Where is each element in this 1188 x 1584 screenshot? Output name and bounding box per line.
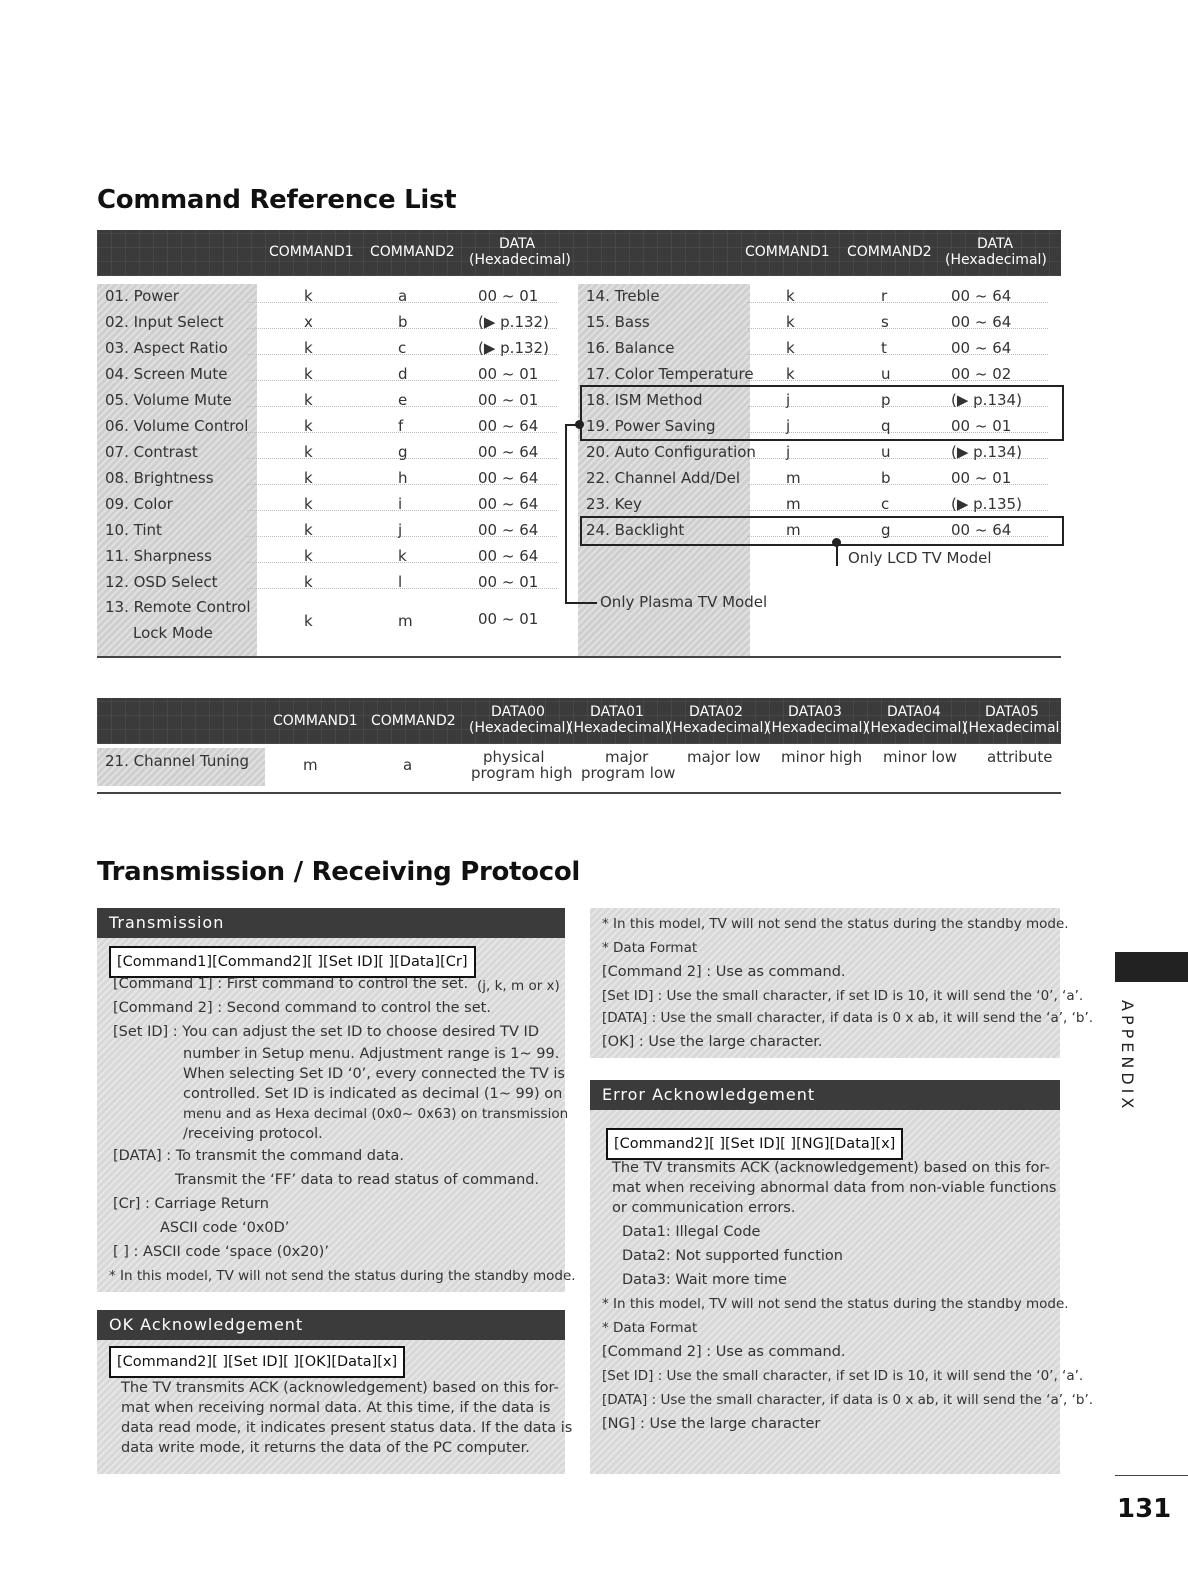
row-command1: j [786, 443, 791, 461]
table-row [578, 466, 1060, 492]
text-line: [DATA] : Use the small character, if data is 0 x ab, it will send the ‘a’, ‘b’. [602, 1392, 1094, 1408]
header-data-left: DATA (Hexadecimal) [469, 236, 571, 268]
row-command1: k [304, 391, 313, 409]
row-command2: c [881, 495, 890, 513]
text-line: or communication errors. [612, 1200, 796, 1216]
channel-header-data03: DATA03 (Hexadecimal) [766, 704, 868, 736]
table-row [97, 440, 557, 466]
row-command1: j [786, 391, 791, 409]
header-command1-right: COMMAND1 [745, 244, 830, 260]
row-data: 00 ~ 64 [478, 469, 539, 487]
table-row [97, 570, 557, 596]
row-name: 23. Key [586, 495, 642, 513]
row-name: 14. Treble [586, 287, 660, 305]
row-data: 00 ~ 64 [951, 521, 1012, 539]
row-data: 00 ~ 64 [951, 287, 1012, 305]
error-ack-title: Error Acknowledgement [590, 1080, 1060, 1110]
row-data01-line1: major [605, 748, 649, 766]
row-command2: f [398, 417, 404, 435]
text-line: The TV transmits ACK (acknowledgement) based on this for- [612, 1160, 1050, 1176]
text-line: [Command 2] : Use as command. [602, 964, 846, 980]
row-name: 05. Volume Mute [105, 391, 232, 409]
row-data: 00 ~ 01 [951, 417, 1012, 435]
row-command2: m [398, 612, 413, 630]
row-name: 21. Channel Tuning [105, 752, 250, 770]
text-line: Data3: Wait more time [622, 1272, 787, 1288]
row-command1: k [304, 469, 313, 487]
table-row [578, 492, 1060, 518]
channel-tuning-row [97, 748, 1061, 788]
row-command2: r [881, 287, 888, 305]
row-command1: k [304, 547, 313, 565]
row-command1: k [304, 495, 313, 513]
row-name: 13. Remote Control [105, 598, 251, 616]
table-row [97, 518, 557, 544]
row-command2: p [881, 391, 891, 409]
row-command1: k [304, 573, 313, 591]
table-row [97, 414, 557, 440]
table-row [97, 544, 557, 570]
text-line: controlled. Set ID is indicated as decimal (1~ 99) on [183, 1086, 563, 1102]
page-number-rule [1115, 1475, 1188, 1476]
row-data: 00 ~ 64 [951, 313, 1012, 331]
row-command2: u [881, 443, 891, 461]
text-line: [Set ID] : Use the small character, if set ID is 10, it will send the ‘0’, ‘a’. [602, 988, 1084, 1004]
row-data: 00 ~ 64 [478, 443, 539, 461]
row-name: 12. OSD Select [105, 573, 218, 591]
row-command2: b [881, 469, 891, 487]
row-data: 00 ~ 64 [478, 547, 539, 565]
error-ack-format: [Command2][ ][Set ID][ ][NG][Data][x] [606, 1128, 903, 1160]
text-line: [Command 2] : Use as command. [602, 1344, 846, 1360]
row-data01-line2: program low [581, 764, 676, 782]
text-line: [DATA] : Use the small character, if data is 0 x ab, it will send the ‘a’, ‘b’. [602, 1010, 1094, 1026]
row-command1: m [303, 756, 318, 774]
text-line: Data2: Not supported function [622, 1248, 843, 1264]
row-command1: m [786, 521, 801, 539]
lcd-note-dot [832, 538, 841, 547]
row-data: (▶ p.132) [478, 313, 549, 331]
row-name: 18. ISM Method [586, 391, 703, 409]
transmission-title: Transmission [97, 908, 565, 938]
text-line: [NG] : Use the large character [602, 1416, 821, 1432]
text-line: [DATA] : To transmit the command data. [113, 1148, 405, 1164]
row-command1: k [304, 612, 313, 630]
row-name: 15. Bass [586, 313, 650, 331]
text-line: * In this model, TV will not send the status during the standby mode. [602, 916, 1069, 932]
text-line: data read mode, it indicates present status data. If the data is [121, 1420, 573, 1436]
row-command2: j [398, 521, 403, 539]
row-command2: a [398, 287, 408, 305]
row-data: 00 ~ 01 [478, 610, 539, 628]
table-bottom-rule [97, 656, 1061, 658]
row-data: 00 ~ 01 [478, 287, 539, 305]
text-line: mat when receiving normal data. At this time, if the data is [121, 1400, 551, 1416]
text-line: Data1: Illegal Code [622, 1224, 761, 1240]
row-command2: q [881, 417, 891, 435]
text-line: The TV transmits ACK (acknowledgement) based on this for- [121, 1380, 559, 1396]
channel-table-bottom-rule [97, 792, 1061, 794]
row-data02: major low [687, 748, 761, 766]
row-name: 20. Auto Configuration [586, 443, 756, 461]
text-line: * In this model, TV will not send the status during the standby mode. [602, 1296, 1069, 1312]
row-command1: k [786, 339, 795, 357]
row-command1: k [786, 365, 795, 383]
ok-ack-title: OK Acknowledgement [97, 1310, 565, 1340]
row-data: 00 ~ 01 [478, 573, 539, 591]
row-command1: k [304, 339, 313, 357]
channel-header-data04: DATA04 (Hexadecimal) [865, 704, 967, 736]
table-row [97, 466, 557, 492]
row-command1: x [304, 313, 313, 331]
row-command2: u [881, 365, 891, 383]
row-command1: k [304, 521, 313, 539]
row-data04: minor low [883, 748, 958, 766]
table-row [97, 596, 557, 652]
text-line: (j, k, m or x) [477, 978, 560, 994]
row-data: 00 ~ 01 [478, 391, 539, 409]
channel-header-command1: COMMAND1 [273, 713, 358, 729]
row-command2: k [398, 547, 407, 565]
table-row [578, 336, 1060, 362]
row-name: 22. Channel Add/Del [586, 469, 741, 487]
row-name: 19. Power Saving [586, 417, 716, 435]
header-command2-right: COMMAND2 [847, 244, 932, 260]
row-name: 06. Volume Control [105, 417, 249, 435]
row-name: 09. Color [105, 495, 173, 513]
row-name: 24. Backlight [586, 521, 685, 539]
table-row [97, 284, 557, 310]
row-command1: m [786, 495, 801, 513]
row-name: 10. Tint [105, 521, 162, 539]
text-line: [Cr] : Carriage Return [113, 1196, 269, 1212]
table-row [97, 362, 557, 388]
text-line: menu and as Hexa decimal (0x0~ 0x63) on transmission [183, 1106, 569, 1122]
channel-header-data01: DATA01 (Hexadecimal) [568, 704, 670, 736]
row-name-line2: Lock Mode [133, 624, 213, 642]
row-command1: k [304, 365, 313, 383]
row-data: 00 ~ 01 [478, 365, 539, 383]
channel-table-header [97, 698, 1065, 744]
row-command1: k [304, 417, 313, 435]
row-data00-line2: program high [471, 764, 573, 782]
appendix-label: APPENDIX [1118, 1000, 1137, 1113]
text-line: * Data Format [602, 940, 698, 956]
table-row [97, 336, 557, 362]
ok-ack-format: [Command2][ ][Set ID][ ][OK][Data][x] [109, 1346, 405, 1378]
row-data: 00 ~ 01 [951, 469, 1012, 487]
page-number: 131 [1117, 1494, 1172, 1524]
row-name: 16. Balance [586, 339, 675, 357]
row-data: (▶ p.134) [951, 443, 1022, 461]
row-name: 08. Brightness [105, 469, 214, 487]
row-command1: j [786, 417, 791, 435]
text-line: data write mode, it returns the data of the PC computer. [121, 1440, 530, 1456]
row-command2: g [881, 521, 891, 539]
channel-header-data02: DATA02 (Hexadecimal) [667, 704, 769, 736]
row-command2: g [398, 443, 408, 461]
text-line: [ ] : ASCII code ‘space (0x20)’ [113, 1244, 329, 1260]
row-command2: c [398, 339, 407, 357]
row-name: 04. Screen Mute [105, 365, 228, 383]
plasma-only-note: Only Plasma TV Model [600, 593, 768, 611]
table-row [97, 492, 557, 518]
row-command1: k [786, 313, 795, 331]
row-data: 00 ~ 64 [951, 339, 1012, 357]
table-row [578, 310, 1060, 336]
channel-header-data00: DATA00 (Hexadecimal) [469, 704, 571, 736]
row-command2: a [403, 756, 413, 774]
row-command1: k [304, 287, 313, 305]
channel-header-data05: DATA05 (Hexadecimal) [963, 704, 1065, 736]
text-line: Transmit the ‘FF’ data to read status of command. [175, 1172, 540, 1188]
row-data: 00 ~ 64 [478, 495, 539, 513]
text-line: [Set ID] : You can adjust the set ID to choose desired TV ID [113, 1024, 539, 1040]
text-line: [OK] : Use the large character. [602, 1034, 823, 1050]
plasma-bracket-vertical [565, 424, 567, 603]
text-line: mat when receiving abnormal data from non-viable functions [612, 1180, 1057, 1196]
row-command1: m [786, 469, 801, 487]
row-data: (▶ p.132) [478, 339, 549, 357]
row-name: 07. Contrast [105, 443, 198, 461]
row-name: 01. Power [105, 287, 179, 305]
row-command1: k [786, 287, 795, 305]
row-data: 00 ~ 64 [478, 521, 539, 539]
row-command2: i [398, 495, 403, 513]
section-title-command-reference: Command Reference List [97, 185, 457, 215]
appendix-side-tab [1115, 952, 1188, 982]
command-table-header [97, 230, 1061, 276]
row-command1: k [304, 443, 313, 461]
plasma-bracket-bottom [565, 602, 597, 604]
table-row [97, 388, 557, 414]
header-command2-left: COMMAND2 [370, 244, 455, 260]
transmission-format: [Command1][Command2][ ][Set ID][ ][Data][Cr] [109, 946, 476, 978]
lcd-only-box [580, 385, 1064, 441]
row-command2: h [398, 469, 408, 487]
row-name: 03. Aspect Ratio [105, 339, 228, 357]
row-data03: minor high [781, 748, 863, 766]
text-line: [Command 1] : First command to control the set. [113, 976, 469, 992]
header-command1-left: COMMAND1 [269, 244, 354, 260]
text-line: /receiving protocol. [183, 1126, 323, 1142]
table-row [97, 310, 557, 336]
row-data: 00 ~ 02 [951, 365, 1012, 383]
row-name: 11. Sharpness [105, 547, 212, 565]
channel-header-command2: COMMAND2 [371, 713, 456, 729]
row-data00-line1: physical [483, 748, 545, 766]
row-name: 02. Input Select [105, 313, 224, 331]
text-line: * Data Format [602, 1320, 698, 1336]
text-line: number in Setup menu. Adjustment range is 1~ 99. [183, 1046, 560, 1062]
section-title-protocol: Transmission / Receiving Protocol [97, 857, 581, 887]
text-line: [Set ID] : Use the small character, if set ID is 10, it will send the ‘0’, ‘a’. [602, 1368, 1084, 1384]
table-row [578, 440, 1060, 466]
row-name: 17. Color Temperature [586, 365, 754, 383]
backlight-box [580, 516, 1064, 546]
row-command2: e [398, 391, 408, 409]
row-command2: s [881, 313, 889, 331]
row-command2: d [398, 365, 408, 383]
row-data: 00 ~ 64 [478, 417, 539, 435]
header-data-right: DATA (Hexadecimal) [945, 236, 1047, 268]
table-row [578, 284, 1060, 310]
row-data: (▶ p.135) [951, 495, 1022, 513]
row-data05: attribute [987, 748, 1053, 766]
text-line: ASCII code ‘0x0D’ [160, 1220, 290, 1236]
row-command2: b [398, 313, 408, 331]
text-line: When selecting Set ID ‘0’, every connected the TV is [183, 1066, 565, 1082]
lcd-only-note: Only LCD TV Model [848, 549, 992, 567]
text-line: * In this model, TV will not send the status during the standby mode. [109, 1268, 576, 1284]
row-command2: l [398, 573, 403, 591]
row-data: (▶ p.134) [951, 391, 1022, 409]
row-command2: t [881, 339, 887, 357]
plasma-note-dot [575, 420, 584, 429]
text-line: [Command 2] : Second command to control the set. [113, 1000, 491, 1016]
